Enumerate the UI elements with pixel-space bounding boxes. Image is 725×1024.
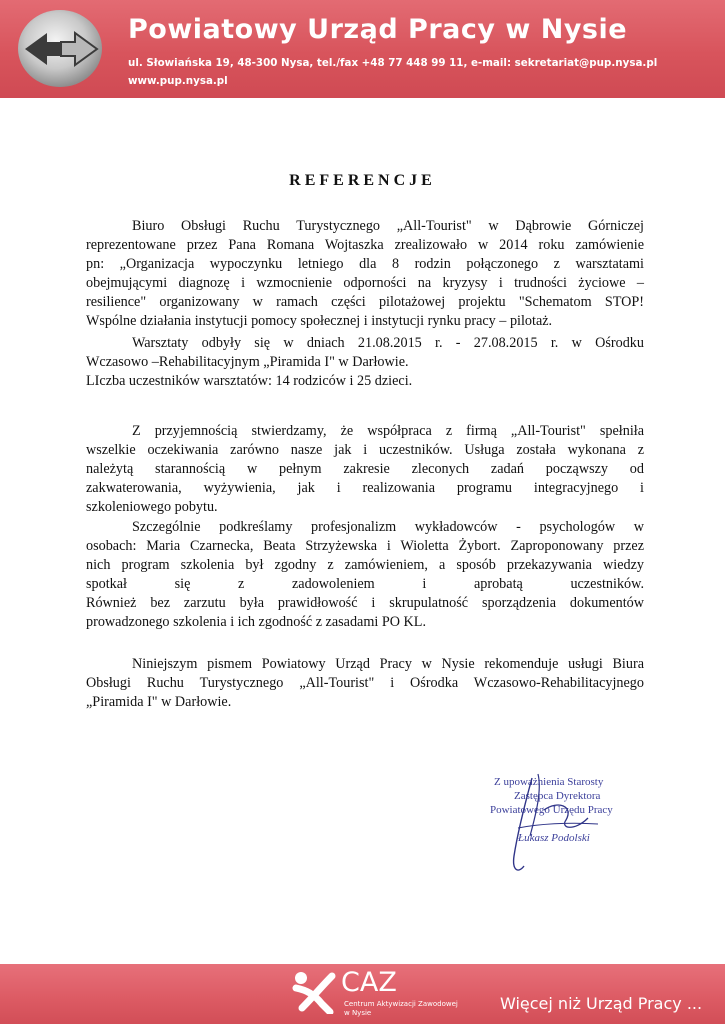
text-line: resilience" organizowany w ramach części pilotażowej projektu "Schematom STOP! (86, 294, 644, 310)
text-line: „Piramida I" w Darłowie. (86, 694, 232, 710)
text-line: Biuro Obsługi Ruchu Turystycznego „All-Tourist" w Dąbrowie Górniczej (132, 218, 644, 234)
office-name: Powiatowy Urząd Pracy w Nysie (128, 14, 628, 45)
caz-figure-logo-icon (292, 970, 336, 1014)
letterhead-header (0, 0, 725, 98)
text-line: reprezentowane przez Pana Romana Wojtaszka zrealizowało w 2014 roku zamówienie (86, 237, 644, 253)
caz-logo-text: CAZ (341, 967, 397, 998)
office-address: ul. Słowiańska 19, 48-300 Nysa, tel./fax +48 77 448 99 11, e-mail: sekretariat@pup.nysa.pl (128, 57, 658, 69)
stamp-line: Z upoważnienia Starosty (494, 776, 604, 788)
paragraph-2 (86, 334, 644, 391)
text-line: zakwaterowania, wyżywienia, jak i realizowania programu integracyjnego i (86, 480, 644, 496)
text-line: obejmującymi diagnozę i wzmocnienie odporności na kryzysy i trudności życiowe – (86, 275, 644, 291)
footer-slogan: Więcej niż Urząd Pracy ... (500, 994, 703, 1013)
text-line: należytą starannością w pełnym zakresie zleconych zadań począwszy od (86, 461, 644, 477)
text-line: spotkał się z zadowoleniem i aprobatą uczestników. (86, 576, 644, 592)
text-line: osobach: Maria Czarnecka, Beata Strzyżewska i Wioletta Żybort. Zaproponowany przez (86, 538, 644, 554)
text-line: nich program szkolenia był zgodny z zamówieniem, a sposób przekazywania wiedzy (86, 557, 644, 573)
text-line: prowadzonego szkolenia i ich zgodność z zasadami PO KL. (86, 614, 427, 630)
paragraph-1 (86, 217, 644, 331)
paragraph-5 (86, 655, 644, 712)
document-title: REFERENCJE (289, 172, 436, 189)
text-line: Warsztaty odbyły się w dniach 21.08.2015 r. - 27.08.2015 r. w Ośrodku (132, 335, 644, 351)
text-line: wszelkie oczekiwania zarówno nasze jak i uczestników. Usługa została wykonana z (86, 442, 644, 458)
text-line: Obsługi Ruchu Turystycznego „All-Tourist" i Ośrodka Wczasowo-Rehabilitacyjnego (86, 675, 644, 691)
text-line: Wspólne działania instytucji pomocy społecznej i instytucji rynku pracy – pilotaż. (86, 313, 553, 329)
double-arrow-logo-icon (17, 9, 103, 88)
text-line: Wczasowo –Rehabilitacyjnym „Piramida I" w Darłowie. (86, 354, 409, 370)
text-line: LIczba uczestników warsztatów: 14 rodziców i 25 dzieci. (86, 373, 413, 389)
signature-stamp (478, 770, 668, 880)
text-line: Szczególnie podkreślamy profesjonalizm wykładowców - psychologów w (132, 519, 644, 535)
text-line: szkoleniowego pobytu. (86, 499, 218, 515)
paragraph-3 (86, 422, 644, 517)
office-website: www.pup.nysa.pl (128, 75, 228, 87)
text-line: Z przyjemnością stwierdzamy, że współpraca z firmą „All-Tourist" spełniła (132, 423, 644, 439)
stamp-line: Łukasz Podolski (518, 832, 590, 844)
caz-subtitle: Centrum Aktywizacji Zawodowej (344, 1000, 458, 1008)
caz-subtitle-city: w Nysie (344, 1009, 372, 1017)
stamp-line: Powiatowego Urzędu Pracy (490, 804, 613, 816)
text-line: Również bez zarzutu była prawidłowość i skrupulatność sporządzenia dokumentów (86, 595, 644, 611)
text-line: pn: „Organizacja wypoczynku letniego dla 8 rodzin połączonego z warsztatami (86, 256, 644, 272)
text-line: Niniejszym pismem Powiatowy Urząd Pracy w Nysie rekomenduje usługi Biura (132, 656, 644, 672)
handwritten-signature-icon (478, 770, 668, 880)
paragraph-4 (86, 518, 644, 632)
stamp-line: Zastępca Dyrektora (514, 790, 601, 802)
